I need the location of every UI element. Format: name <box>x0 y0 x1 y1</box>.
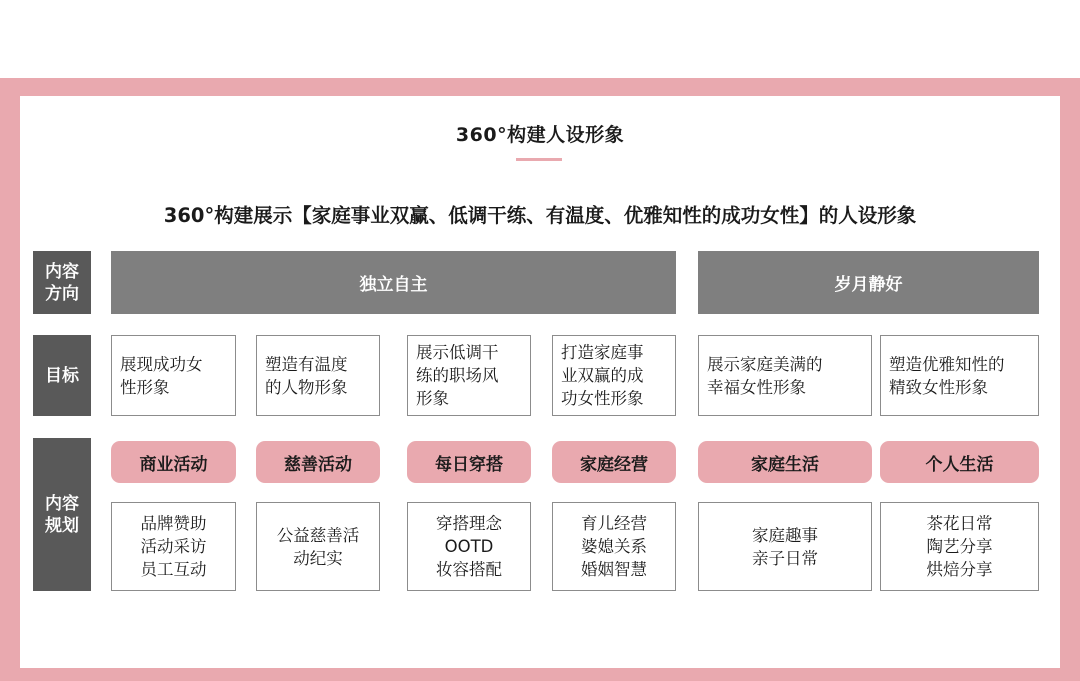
content-text: 育儿经营 婆媳关系 婚姻智慧 <box>581 514 647 579</box>
goal-box <box>698 335 872 416</box>
page-title: 360°构建人设形象 <box>455 124 625 146</box>
category-tag <box>552 441 676 483</box>
category-tag <box>407 441 531 483</box>
category-label: 每日穿搭 <box>435 454 503 475</box>
content-text: 茶花日常 陶艺分享 烘焙分享 <box>926 514 993 579</box>
category-tag <box>111 441 236 483</box>
goal-text: 塑造有温度 的人物形象 <box>265 354 348 397</box>
category-tag <box>256 441 380 483</box>
category-tag <box>880 441 1039 483</box>
goal-box <box>256 335 380 416</box>
row-header-direction-label: 内容 方向 <box>45 261 79 304</box>
content-box <box>698 502 872 591</box>
goal-text: 塑造优雅知性的 精致女性形象 <box>889 354 1005 397</box>
goal-box <box>880 335 1039 416</box>
row-header-goals <box>33 335 91 416</box>
goal-text: 打造家庭事 业双赢的成 功女性形象 <box>561 343 644 408</box>
goal-box <box>111 335 236 416</box>
content-box <box>552 502 676 591</box>
category-label: 慈善活动 <box>284 454 352 475</box>
category-label: 家庭经营 <box>580 454 648 475</box>
direction-serene <box>698 251 1039 314</box>
category-label: 商业活动 <box>139 454 208 475</box>
row-header-planning-label: 内容 规划 <box>45 493 79 536</box>
row-header-direction <box>33 251 91 314</box>
row-header-planning <box>33 438 91 591</box>
content-text: 公益慈善活 动纪实 <box>276 525 360 568</box>
row-header-goals-label: 目标 <box>45 365 79 386</box>
goal-text: 展示低调干 练的职场风 形象 <box>416 343 499 408</box>
direction-serene-label: 岁月静好 <box>834 275 903 295</box>
content-box <box>407 502 531 591</box>
direction-independent-label: 独立自主 <box>359 275 428 295</box>
category-tag <box>698 441 872 483</box>
content-text: 品牌赞助 活动采访 员工互动 <box>140 514 207 579</box>
content-box <box>256 502 380 591</box>
title-underline <box>516 158 562 161</box>
goal-box <box>552 335 676 416</box>
category-label: 家庭生活 <box>751 454 819 475</box>
category-label: 个人生活 <box>925 454 994 475</box>
content-box <box>111 502 236 591</box>
goal-box <box>407 335 531 416</box>
content-text: 穿搭理念 OOTD 妆容搭配 <box>436 514 502 579</box>
direction-independent <box>111 251 676 314</box>
page-subtitle: 360°构建展示【家庭事业双赢、低调干练、有温度、优雅知性的成功女性】的人设形象 <box>163 204 917 227</box>
content-box <box>880 502 1039 591</box>
content-text: 家庭趣事 亲子日常 <box>752 525 818 568</box>
goal-text: 展示家庭美满的 幸福女性形象 <box>707 354 823 397</box>
goal-text: 展现成功女 性形象 <box>120 354 203 397</box>
